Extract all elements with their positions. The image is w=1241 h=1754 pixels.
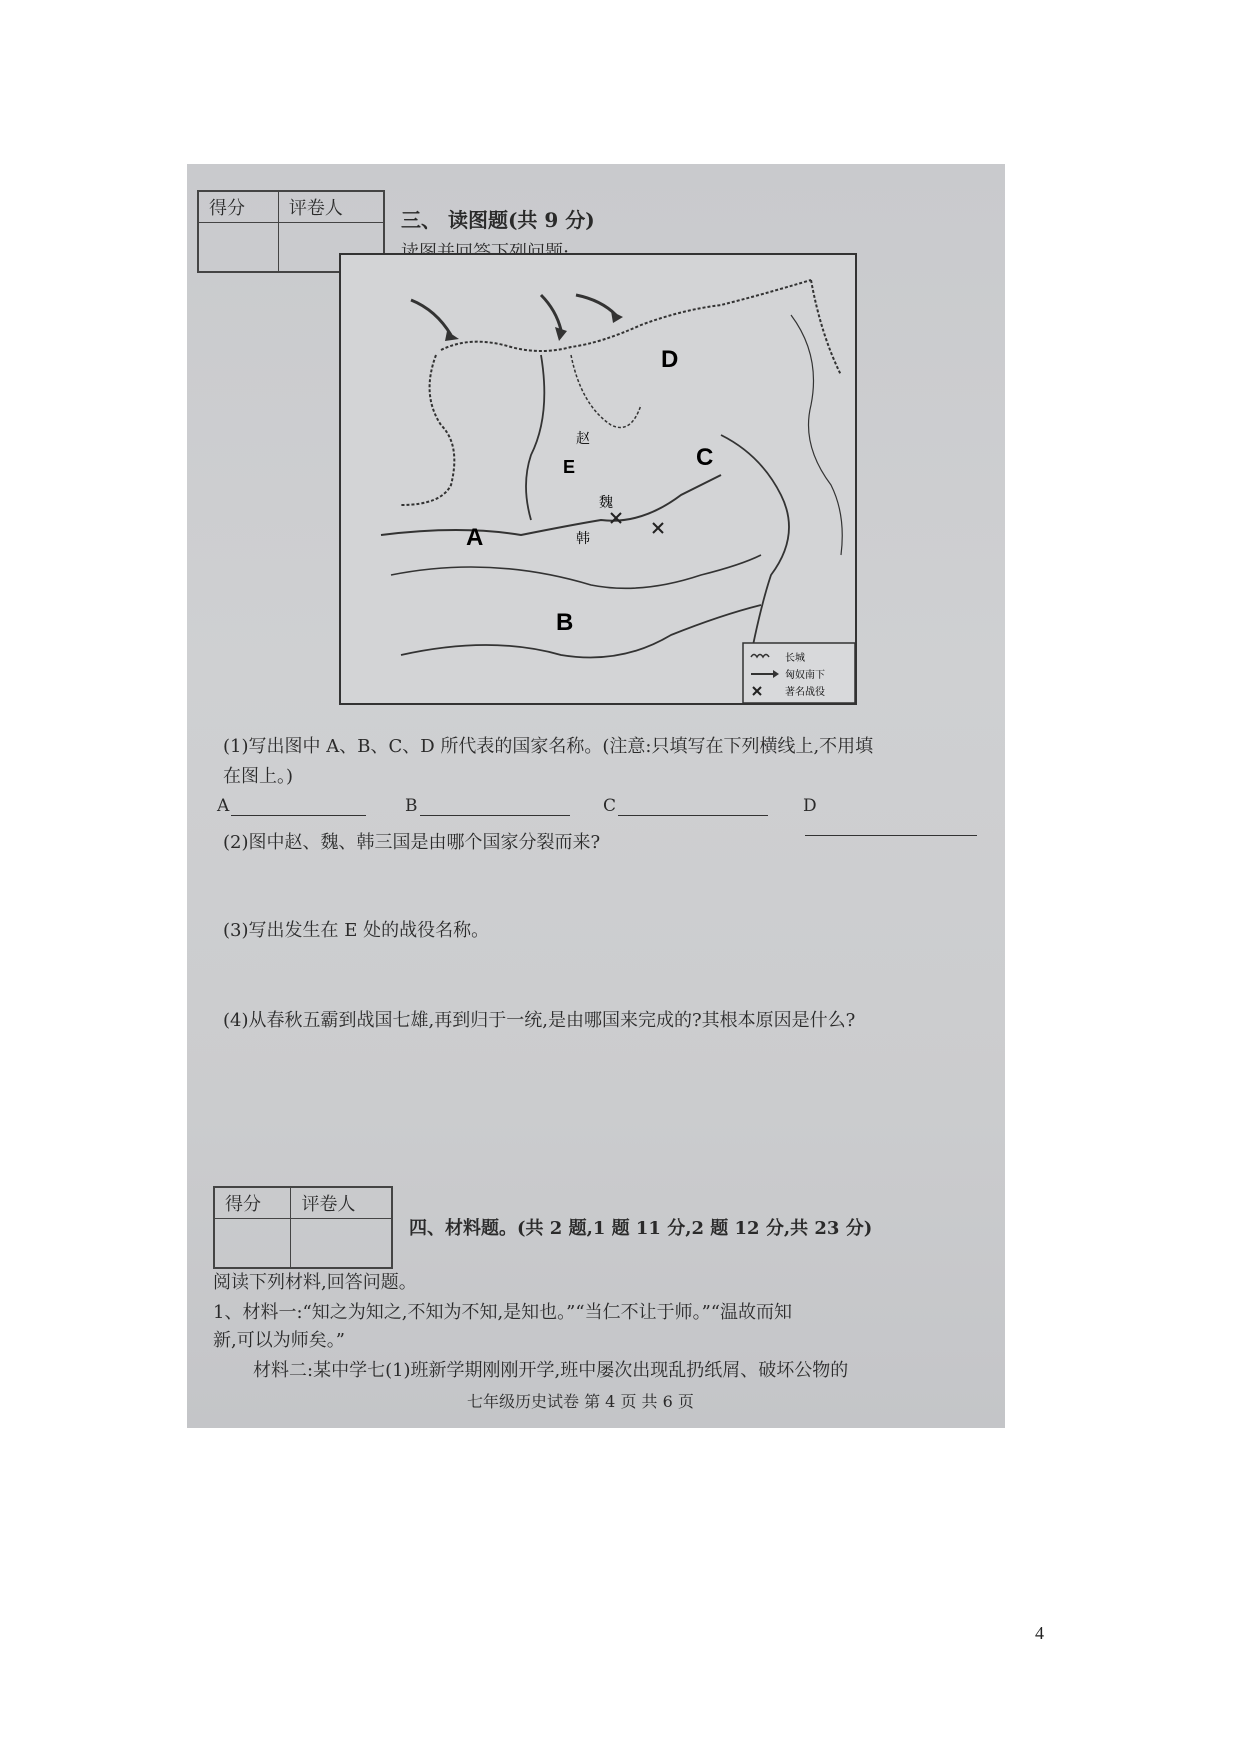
section3-title: 三、 读图题(共 9 分)	[401, 208, 595, 232]
blank-label-d: D	[803, 796, 817, 816]
grader-label: 评卷人	[291, 1187, 392, 1219]
answer-blanks	[217, 796, 977, 818]
question-2: (2)图中赵、魏、韩三国是由哪个国家分裂而来?	[223, 832, 601, 853]
map-label-zhao: 赵	[576, 431, 590, 447]
material-1: 1、材料一:“知之为知之,不知为不知,是知也。”“当仁不让于师。”“温故而知	[213, 1302, 792, 1323]
page-number: 4	[1035, 1623, 1044, 1643]
question-1-cont: 在图上。)	[223, 766, 294, 787]
blank-label-a: A	[217, 796, 230, 816]
map-label-d: D	[661, 346, 679, 373]
map-label-e: E	[563, 457, 576, 477]
grader-label: 评卷人	[278, 191, 384, 223]
question-3: (3)写出发生在 E 处的战役名称。	[223, 920, 490, 941]
legend-battle: 著名战役	[785, 687, 825, 698]
exam-photo	[187, 164, 1005, 1428]
legend-great-wall: 长城	[785, 653, 805, 664]
battle-marker-2	[653, 523, 663, 533]
material-1-cont: 新,可以为师矣。”	[213, 1330, 345, 1351]
question-1: (1)写出图中 A、B、C、D 所代表的国家名称。(注意:只填写在下列横线上,不用填	[223, 736, 874, 757]
question-4: (4)从春秋五霸到战国七雄,再到归于一统,是由哪国来完成的?其根本原因是什么?	[223, 1010, 856, 1031]
answer-line-b[interactable]	[420, 799, 570, 816]
legend-xiongnu: 匈奴南下	[785, 670, 825, 681]
map-label-c: C	[696, 444, 714, 471]
map-label-a: A	[466, 524, 484, 551]
score-label: 得分	[214, 1187, 291, 1219]
map-drawing	[341, 255, 857, 705]
section4-instruction: 阅读下列材料,回答问题。	[213, 1272, 417, 1293]
map-label-b: B	[556, 609, 574, 636]
blank-label-b: B	[405, 796, 418, 816]
score-label: 得分	[198, 191, 278, 223]
score-cell[interactable]	[198, 223, 278, 273]
map-label-han: 韩	[576, 531, 590, 547]
warring-states-map	[339, 253, 857, 705]
blank-label-c: C	[603, 796, 617, 816]
answer-line-c[interactable]	[618, 799, 768, 816]
score-cell[interactable]	[214, 1219, 291, 1269]
answer-line-a[interactable]	[231, 799, 366, 816]
map-label-wei: 魏	[599, 495, 613, 511]
grader-cell[interactable]	[291, 1219, 392, 1269]
section4-title: 四、材料题。(共 2 题,1 题 11 分,2 题 12 分,共 23 分)	[409, 1218, 873, 1239]
exam-page-footer: 七年级历史试卷 第 4 页 共 6 页	[467, 1392, 694, 1411]
score-table-section4	[213, 1186, 393, 1269]
material-2: 材料二:某中学七(1)班新学期刚刚开学,班中屡次出现乱扔纸屑、破坏公物的	[253, 1360, 849, 1381]
map-legend	[743, 643, 855, 703]
answer-line-d[interactable]	[805, 819, 977, 836]
